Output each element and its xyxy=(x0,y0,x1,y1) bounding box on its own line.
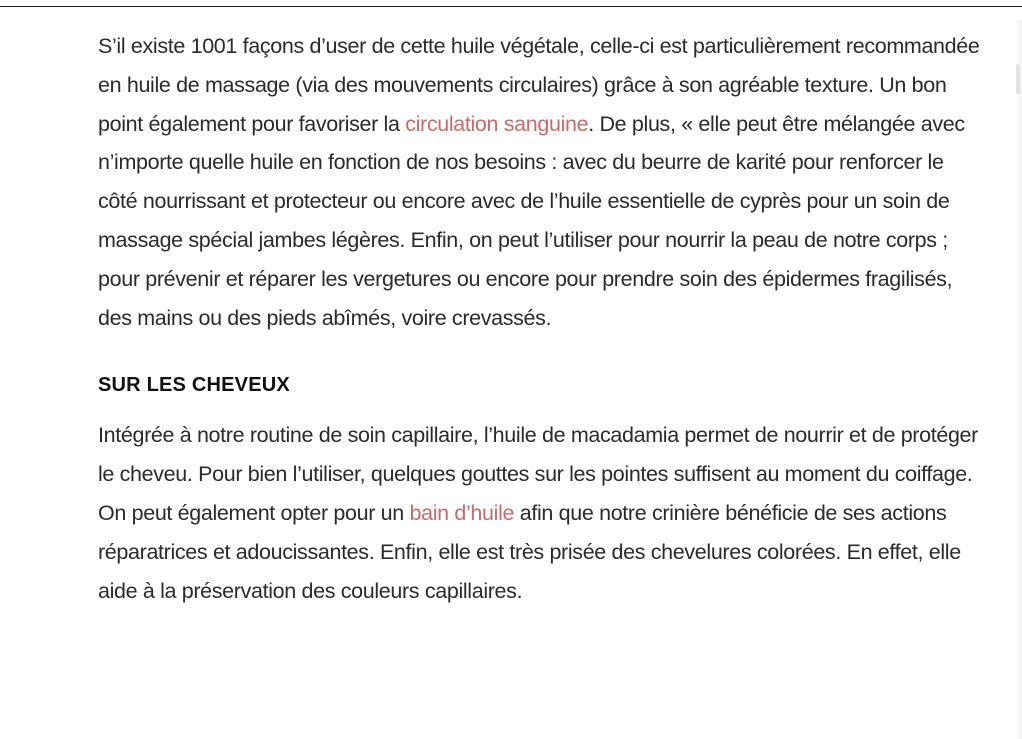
article-body xyxy=(98,27,988,610)
paragraph-cheveux-text-end: afin que notre crinière bénéficie de ses actions réparatrices et adoucissantes. Enfin, elle est très prisée des chevelures colorées. En effet, elle aide à la préservation des couleurs capillaires. xyxy=(98,500,961,603)
circulation-sanguine-link[interactable]: circulation sanguine xyxy=(405,111,589,136)
paragraph-massage-text-start: S’il existe 1001 façons d’user de cette huile végétale, celle-ci est particulièrement recommandée en huile de massage (via des mouvements circulaires) grâce à son agréable texture. Un bon point également pour favoriser la xyxy=(98,34,980,136)
section-heading-cheveux: SUR LES CHEVEUX xyxy=(98,374,290,397)
paragraph-cheveux-text-start: Intégrée à notre routine de soin capillaire, l’huile de macadamia permet de nourrir et de protéger le cheveu. Pour bien l’utiliser, quelques gouttes sur les pointes suffisent au moment du coiffage. On peut également opter pour un xyxy=(98,423,978,525)
bain-dhuile-link[interactable]: bain d’huile xyxy=(409,500,515,525)
paragraph-massage xyxy=(98,27,988,337)
paragraph-massage-text-end: . De plus, « elle peut être mélangée avec n’importe quelle huile en fonction de nos besoins : avec du beurre de karité pour renforcer le côté nourrissant et protecteur ou encore avec de l’huile essentielle de cyprès pour un soin de massage spécial jambes légères. Enfin, on peut l’utiliser pour nourrir la peau de notre corps ; pour prévenir et réparer les vergetures ou encore pour prendre soin des épidermes fragilisés, des mains ou des pieds abîmés, voire crevassés. xyxy=(98,111,965,330)
top-divider xyxy=(0,6,1022,7)
scrollbar-track[interactable] xyxy=(1014,20,1022,739)
scrollbar-thumb[interactable] xyxy=(1016,64,1020,94)
paragraph-cheveux xyxy=(98,416,988,610)
